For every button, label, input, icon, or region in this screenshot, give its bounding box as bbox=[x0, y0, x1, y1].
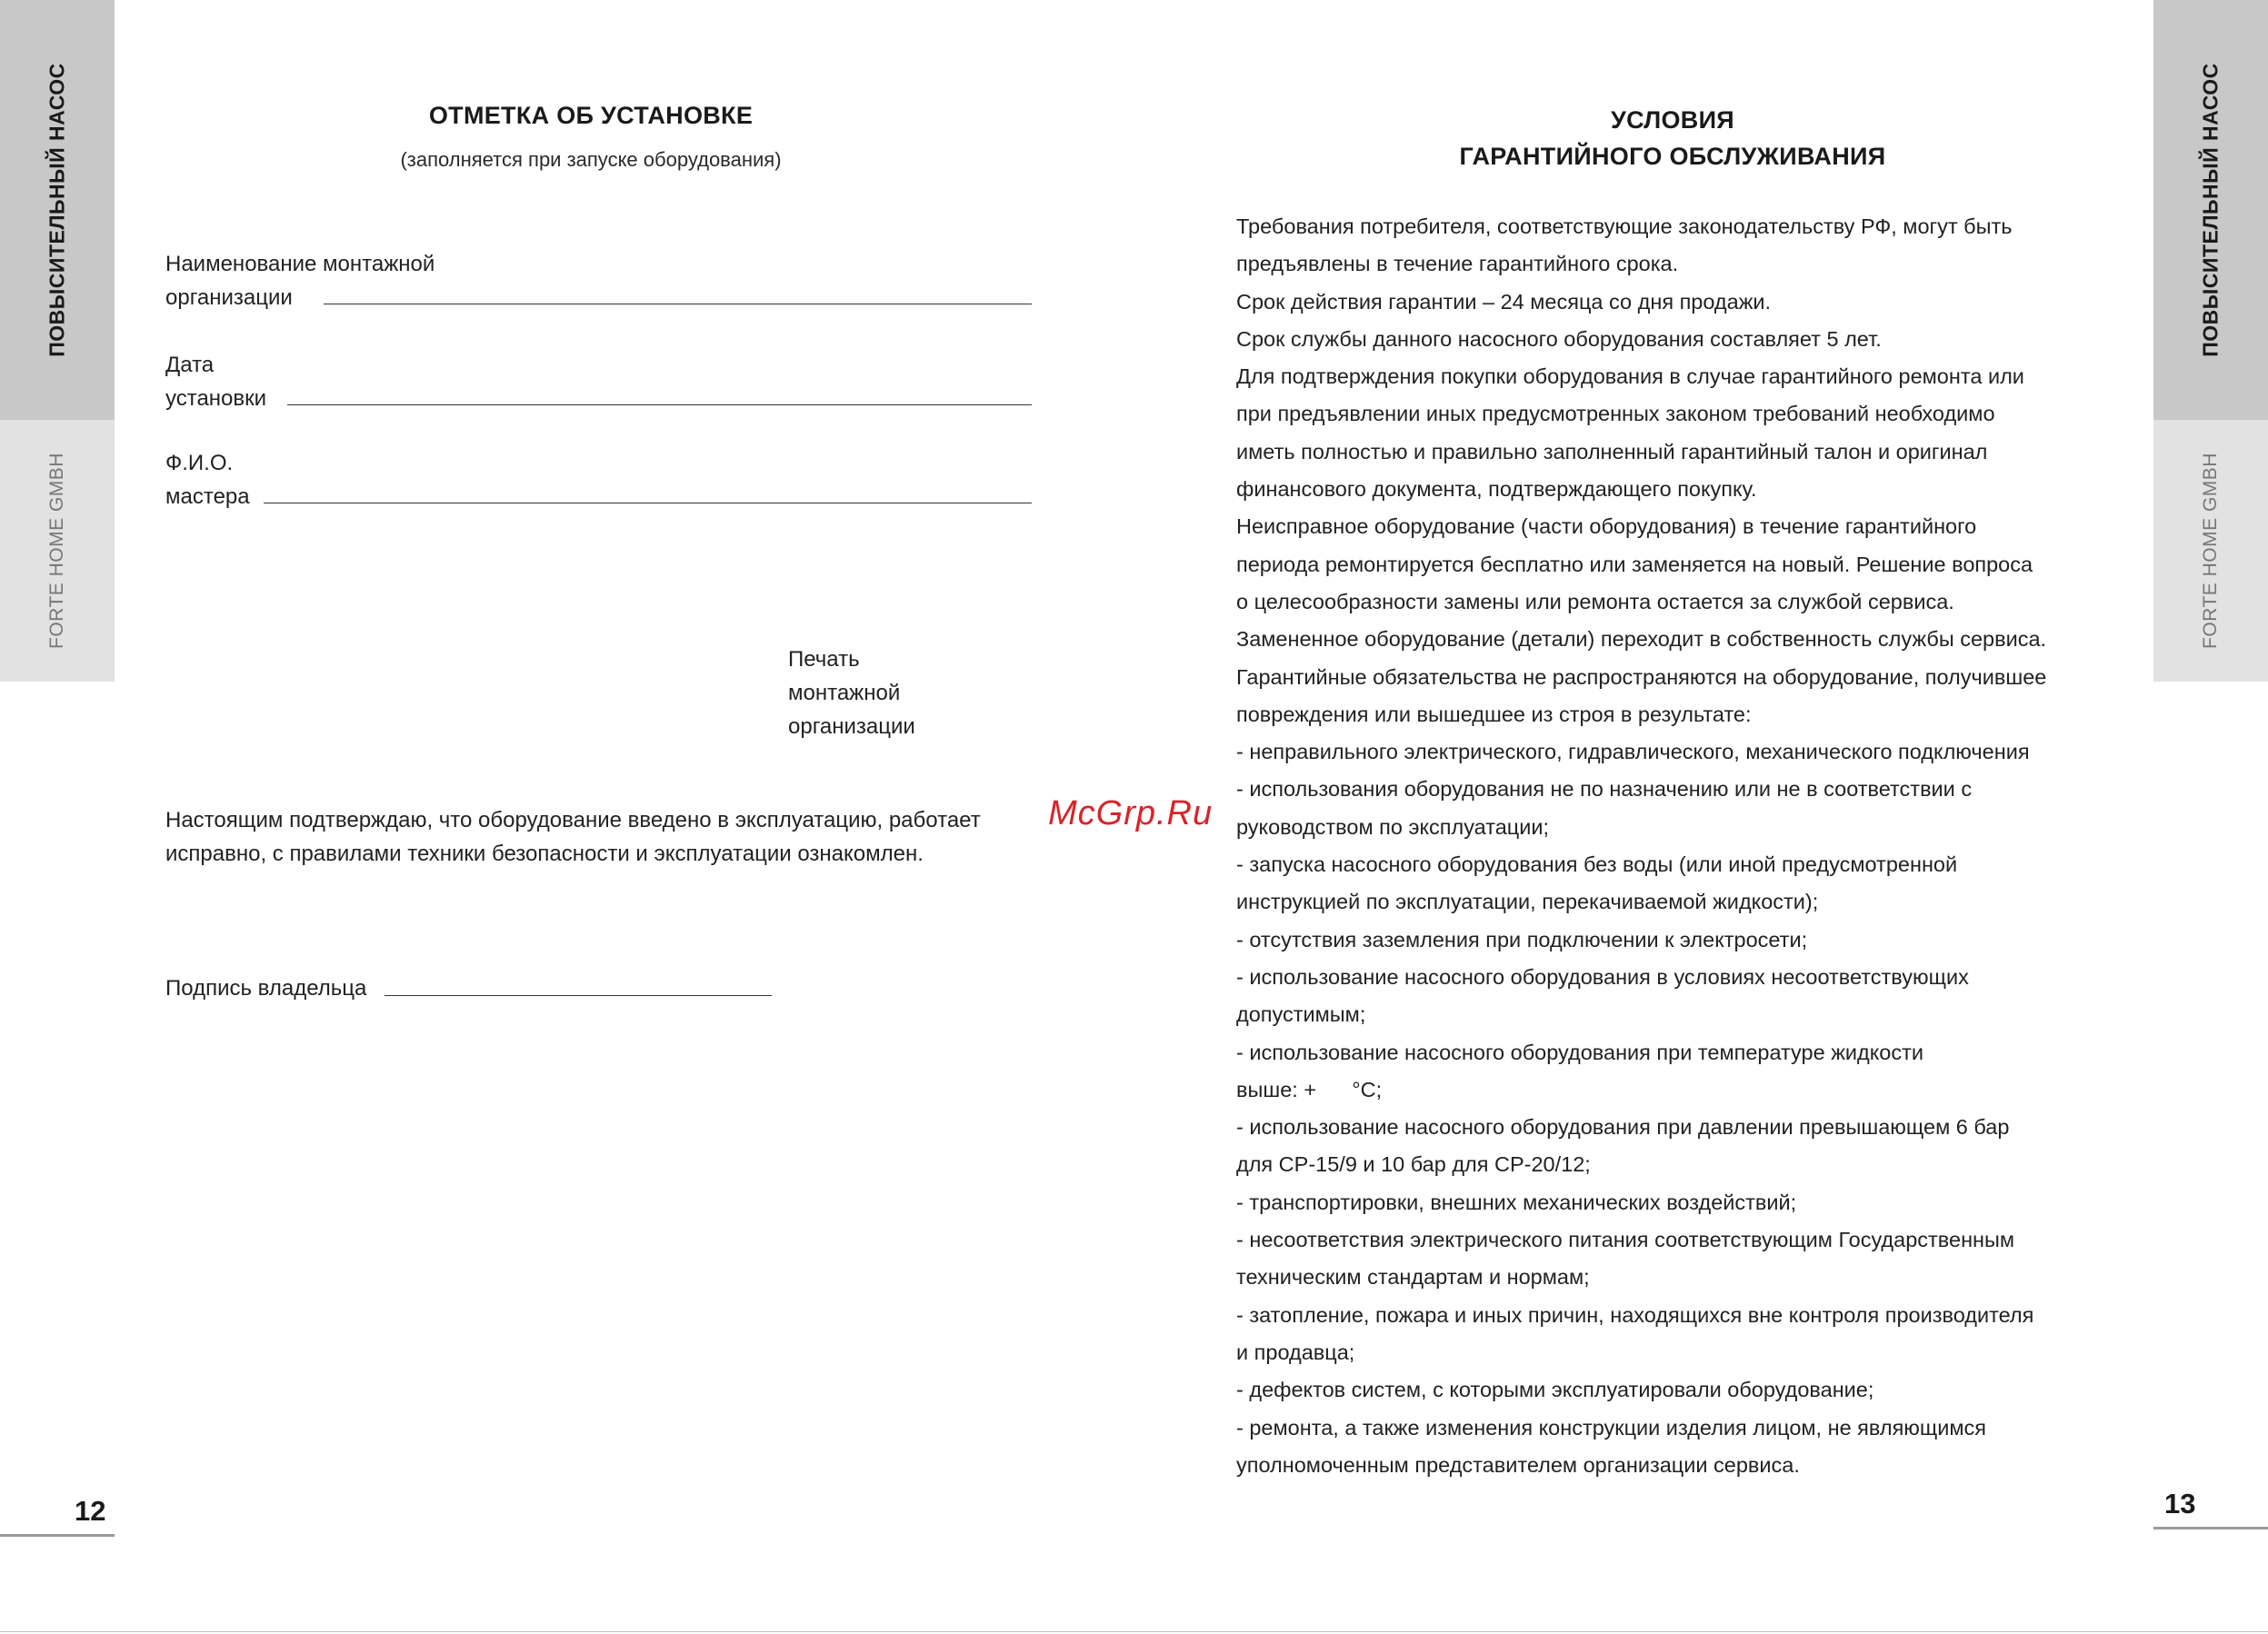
field-master-line1: Ф.И.О. bbox=[165, 451, 234, 475]
conditions-line: выше: + °С; bbox=[1236, 1077, 1383, 1101]
stamp-line: монтажной bbox=[788, 681, 901, 705]
conditions-line: и продавца; bbox=[1236, 1340, 1355, 1364]
conditions-line: Гарантийные обязательства не распространяются на оборудование, получившее bbox=[1236, 664, 2047, 689]
sidebar-brand-tab bbox=[0, 420, 115, 682]
conditions-line: уполномоченным представителем организации сервиса. bbox=[1236, 1452, 1800, 1477]
conditions-line: техническим стандартам и нормам; bbox=[1236, 1265, 1590, 1290]
field-date-line1: Дата bbox=[165, 353, 215, 377]
conditions-line: - затопление, пожара и иных причин, находящихся вне контроля производителя bbox=[1236, 1302, 2034, 1327]
conditions-line: - использования оборудования не по назначению или не в соответствии с bbox=[1236, 777, 1973, 802]
conditions-line: Замененное оборудование (детали) переходит в собственность службы сервиса. bbox=[1236, 627, 2047, 652]
sidebar-section-label-right: ПОВЫСИТЕЛЬНЫЙ НАСОС bbox=[2198, 63, 2223, 357]
sidebar-brand-tab-right bbox=[2153, 420, 2268, 682]
conditions-line: периода ремонтируется бесплатно или заменяется на новый. Решение вопроса bbox=[1236, 552, 2033, 576]
warranty-title-line1: УСЛОВИЯ bbox=[1611, 106, 1734, 134]
stamp-line: организации bbox=[788, 714, 915, 739]
conditions-line: для CP-15/9 и 10 бар для CP-20/12; bbox=[1236, 1152, 1591, 1177]
page-number-rule-left bbox=[0, 1534, 115, 1537]
page-number-rule-right bbox=[2153, 1527, 2268, 1529]
conditions-line: - неправильного электрического, гидравлического, механического подключения bbox=[1236, 740, 2030, 764]
conditions-line: финансового документа, подтверждающего покупку. bbox=[1236, 477, 1757, 502]
conditions-line: инструкцией по эксплуатации, перекачиваемой жидкости); bbox=[1236, 890, 1819, 914]
signature-input-line[interactable] bbox=[385, 995, 772, 996]
conditions-line: при предъявлении иных предусмотренных законом требований необходимо bbox=[1236, 402, 1995, 426]
conditions-line: - дефектов систем, с которыми эксплуатировали оборудование; bbox=[1236, 1378, 1874, 1402]
page-number-left: 12 bbox=[75, 1495, 106, 1527]
field-master-line2: мастера bbox=[165, 484, 250, 509]
stamp-placeholder bbox=[788, 643, 915, 743]
sidebar-section-tab bbox=[0, 0, 115, 420]
conditions-line: иметь полностью и правильно заполненный гарантийный талон и оригинал bbox=[1236, 439, 1988, 463]
warranty-title-line2: ГАРАНТИЙНОГО ОБСЛУЖИВАНИЯ bbox=[1459, 143, 1886, 170]
confirmation-text bbox=[165, 803, 1038, 871]
sidebar-brand-label-right: FORTE HOME GMBH bbox=[2200, 453, 2221, 649]
conditions-line: - запуска насосного оборудования без воды (или иной предусмотренной bbox=[1236, 852, 1958, 877]
confirmation-line: исправно, с правилами техники безопасности и эксплуатации ознакомлен. bbox=[165, 842, 924, 866]
sidebar-brand-label: FORTE HOME GMBH bbox=[46, 453, 67, 649]
conditions-line: - несоответствия электрического питания соответствующим Государственным bbox=[1236, 1228, 2015, 1252]
date-input-line[interactable] bbox=[287, 404, 1032, 405]
conditions-line: - транспортировки, внешних механических воздействий; bbox=[1236, 1190, 1797, 1214]
field-master-label bbox=[165, 446, 250, 513]
installation-subtitle: (заполняется при запуске оборудования) bbox=[400, 148, 782, 171]
conditions-line: повреждения или вышедшее из строя в результате: bbox=[1236, 702, 1752, 726]
signature-label: Подпись владельца bbox=[165, 976, 367, 1001]
sidebar-section-tab-right bbox=[2153, 0, 2268, 420]
conditions-line: - использование насосного оборудования при температуре жидкости bbox=[1236, 1040, 1924, 1064]
conditions-line: - использование насосного оборудования в условиях несоответствующих bbox=[1236, 964, 1969, 989]
warranty-title bbox=[1391, 102, 1954, 174]
conditions-line: Для подтверждения покупки оборудования в случае гарантийного ремонта или bbox=[1236, 364, 2024, 389]
field-date-label bbox=[165, 348, 266, 415]
page-number-right: 13 bbox=[2164, 1488, 2196, 1519]
field-date-line2: установки bbox=[165, 386, 267, 411]
conditions-line: - ремонта, а также изменения конструкции изделия лицом, не являющимся bbox=[1236, 1415, 1987, 1440]
conditions-line: - использование насосного оборудования при давлении превышающем 6 бар bbox=[1236, 1115, 2010, 1140]
conditions-line: о целесообразности замены или ремонта остается за службой сервиса. bbox=[1236, 589, 1954, 613]
field-organization-line1: Наименование монтажной bbox=[165, 252, 435, 276]
stamp-line: Печать bbox=[788, 647, 860, 672]
conditions-line: Неисправное оборудование (части оборудования) в течение гарантийного bbox=[1236, 514, 1977, 539]
conditions-line: - отсутствия заземления при подключении к электросети; bbox=[1236, 927, 1808, 952]
installation-title: ОТМЕТКА ОБ УСТАНОВКЕ bbox=[428, 102, 754, 129]
conditions-line: Требования потребителя, соответствующие законодательству РФ, могут быть bbox=[1236, 214, 2013, 238]
bottom-divider bbox=[0, 1631, 2268, 1632]
conditions-line: допустимым; bbox=[1236, 1002, 1366, 1027]
conditions-line: Срок службы данного насосного оборудования составляет 5 лет. bbox=[1236, 326, 1882, 351]
sidebar-section-label: ПОВЫСИТЕЛЬНЫЙ НАСОС bbox=[45, 63, 69, 357]
watermark-text: McGrp.Ru bbox=[1048, 794, 1214, 832]
conditions-line: предъявлены в течение гарантийного срока. bbox=[1236, 252, 1679, 276]
confirmation-line: Настоящим подтверждаю, что оборудование введено в эксплуатацию, работает bbox=[165, 808, 981, 832]
field-organization-line2: организации bbox=[165, 285, 293, 310]
warranty-conditions bbox=[1236, 208, 2127, 1484]
conditions-line: руководством по эксплуатации; bbox=[1236, 814, 1550, 839]
conditions-line: Срок действия гарантии – 24 месяца со дня продажи. bbox=[1236, 289, 1772, 314]
